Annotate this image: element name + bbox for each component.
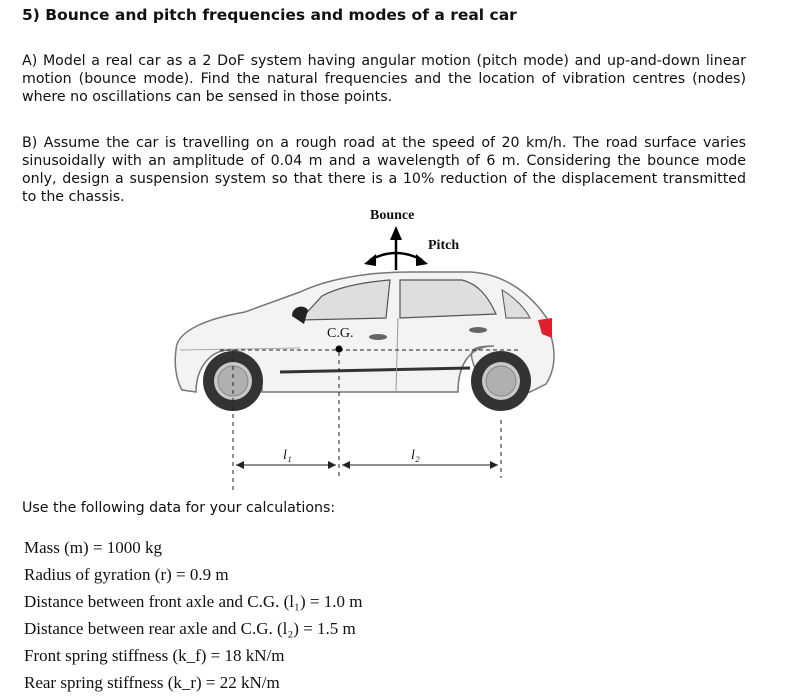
bounce-arrow (390, 226, 402, 240)
data-row-radius: Radius of gyration (r) = 0.9 m (24, 565, 229, 584)
problem-title: 5) Bounce and pitch frequencies and modes of a real car (22, 6, 517, 24)
data-list (24, 534, 362, 696)
part-b-text: B) Assume the car is travelling on a rough road at the speed of 20 km/h. The road surface varies sinusoidally with an amplitude of 0.04 m and a wavelength of 6 m. Considering the bounce mode only, design a suspension system so that there is a 10% reduction of the displacement transmitted to the chassis. (22, 135, 746, 205)
rear-wheel (471, 351, 531, 411)
l2-label: l₂ (411, 448, 420, 463)
pitch-label: Pitch (428, 238, 460, 253)
part-a-text: A) Model a real car as a 2 DoF system having angular motion (pitch mode) and up-and-down linear motion (bounce mode). Find the natural frequencies and the location of vibration centres (nodes) where no oscillations can be sensed in those points. (22, 53, 746, 105)
data-row-kf: Front spring stiffness (k_f) = 18 kN/m (24, 646, 285, 665)
l1-label: l₁ (283, 448, 292, 463)
cg-label: C.G. (327, 326, 354, 341)
data-row-kr: Rear spring stiffness (k_r) = 22 kN/m (24, 673, 280, 692)
data-row-mass: Mass (m) = 1000 kg (24, 538, 163, 557)
bounce-label: Bounce (370, 208, 415, 223)
data-row-l2: Distance between rear axle and C.G. (l₂) = 1.5 m (24, 619, 356, 638)
data-row-l1: Distance between front axle and C.G. (l₁) = 1.0 m (24, 592, 363, 611)
data-intro: Use the following data for your calculations: (22, 500, 336, 516)
cg-marker (336, 346, 343, 353)
